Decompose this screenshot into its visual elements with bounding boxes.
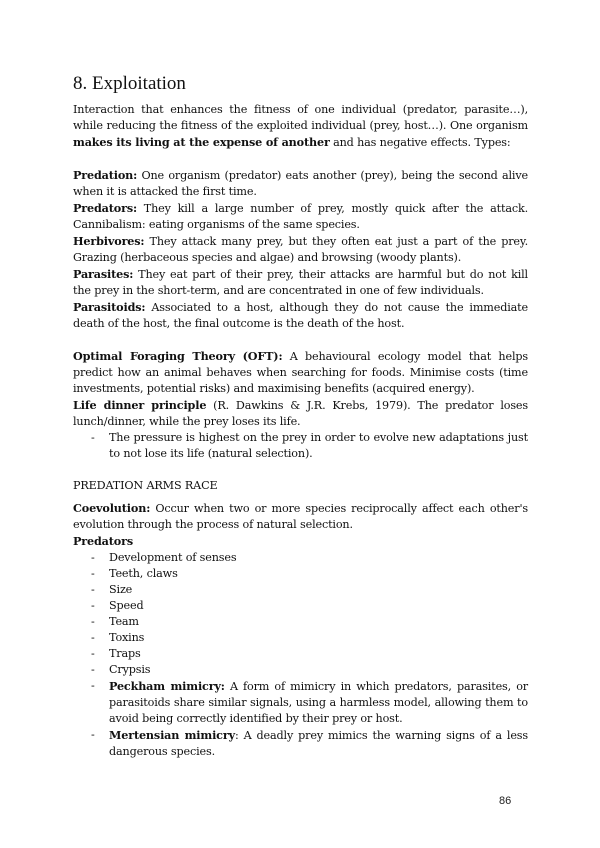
life-dinner-list: [73, 430, 528, 462]
dash-bullet: -: [91, 567, 95, 580]
term: Predation:: [73, 168, 138, 182]
dash-bullet: -: [91, 647, 95, 660]
dash-bullet: -: [91, 599, 95, 612]
section-heading: 8. Exploitation: [73, 73, 186, 94]
oft-paragraph: [73, 348, 528, 397]
list-item: [73, 630, 528, 646]
dash-bullet: -: [91, 431, 95, 444]
definition: They kill a large number of prey, mostly quick after the attack. Cannibalism: eating organisms of the same species.: [73, 202, 528, 231]
term: Life dinner principle: [73, 398, 207, 412]
definition: A form of mimicry in which predators, parasites, or parasitoids share similar signals, using a harmless model, allowing them to avoid being correctly identified by their prey or host.: [109, 680, 528, 725]
dash-bullet: -: [91, 551, 95, 564]
term: Peckham mimicry:: [109, 679, 225, 693]
term: Mertensian mimicry: [109, 728, 235, 742]
coevolution-paragraph: [73, 500, 528, 533]
predators-label: [73, 533, 528, 550]
type-predators: [73, 200, 528, 233]
dash-bullet: -: [91, 631, 95, 644]
term: Parasites:: [73, 267, 134, 281]
page-number: 86: [499, 795, 512, 807]
list-item: [73, 646, 528, 662]
intro-paragraph: [73, 102, 528, 151]
dash-bullet: -: [91, 615, 95, 628]
intro-text-start: Interaction that enhances the fitness of one individual (predator, parasite…), while reducing the fitness of the exploited individual (prey, host…). One organism: [73, 103, 528, 132]
definition: (R. Dawkins & J.R. Krebs, 1979). The predator loses lunch/dinner, while the prey loses its life.: [73, 399, 528, 428]
list-item-text: Traps: [109, 647, 141, 660]
predators-list: [73, 550, 528, 760]
type-predation: [73, 167, 528, 200]
list-item-text: Size: [109, 583, 133, 596]
list-item-text: Speed: [109, 599, 144, 612]
definition: : A deadly prey mimics the warning signs of a less dangerous species.: [109, 729, 528, 758]
definition: They eat part of their prey, their attacks are harmful but do not kill the prey in the short-term, and are concentrated in one of few individuals.: [73, 268, 528, 297]
type-parasites: [73, 266, 528, 299]
term: Parasitoids:: [73, 300, 146, 314]
dash-bullet: -: [91, 663, 95, 676]
definition: A behavioural ecology model that helps predict how an animal behaves when searching for foods. Minimise costs (time investments, potential risks) and maximising benefits (acquired energy).: [73, 350, 528, 395]
spacer: [73, 462, 528, 478]
spacer: [73, 151, 528, 167]
list-item-text: Teeth, claws: [109, 567, 178, 580]
arms-race-title: PREDATION ARMS RACE: [73, 479, 218, 492]
term: Coevolution:: [73, 501, 151, 515]
dash-bullet: -: [91, 583, 95, 596]
intro-bold: makes its living at the expense of another: [73, 135, 330, 149]
term: Predators:: [73, 201, 137, 215]
list-item: [73, 662, 528, 678]
document-page: [73, 72, 528, 760]
list-item-text: Toxins: [109, 631, 145, 644]
definition: They attack many prey, but they often eat just a part of the prey. Grazing (herbaceous species and algae) and browsing (woody plants).: [73, 235, 528, 264]
list-item: [73, 582, 528, 598]
list-item-text: Crypsis: [109, 663, 151, 676]
list-item: [73, 598, 528, 614]
list-item-peckham: [73, 678, 528, 727]
list-item-text: Team: [109, 615, 139, 628]
list-item-text: The pressure is highest on the prey in order to evolve new adaptations just to not lose its life (natural selection).: [109, 431, 528, 460]
list-item-mertensian: [73, 727, 528, 760]
definition: Occur when two or more species reciprocally affect each other's evolution through the process of natural selection.: [73, 502, 528, 531]
dash-bullet: -: [91, 728, 95, 741]
list-item: [73, 550, 528, 566]
type-parasitoids: [73, 299, 528, 332]
list-item: [73, 614, 528, 630]
list-item: [73, 430, 528, 462]
definition: Associated to a host, although they do not cause the immediate death of the host, the final outcome is the death of the host.: [73, 301, 528, 330]
spacer: [73, 332, 528, 348]
term: Optimal Foraging Theory (OFT):: [73, 349, 283, 363]
list-item: [73, 566, 528, 582]
term: Predators: [73, 534, 133, 548]
intro-text-end: and has negative effects. Types:: [329, 136, 511, 149]
list-item-text: Development of senses: [109, 551, 237, 564]
definition: One organism (predator) eats another (prey), being the second alive when it is attacked the first time.: [73, 169, 528, 198]
type-herbivores: [73, 233, 528, 266]
term: Herbivores:: [73, 234, 145, 248]
life-dinner-paragraph: [73, 397, 528, 430]
dash-bullet: -: [91, 679, 95, 692]
